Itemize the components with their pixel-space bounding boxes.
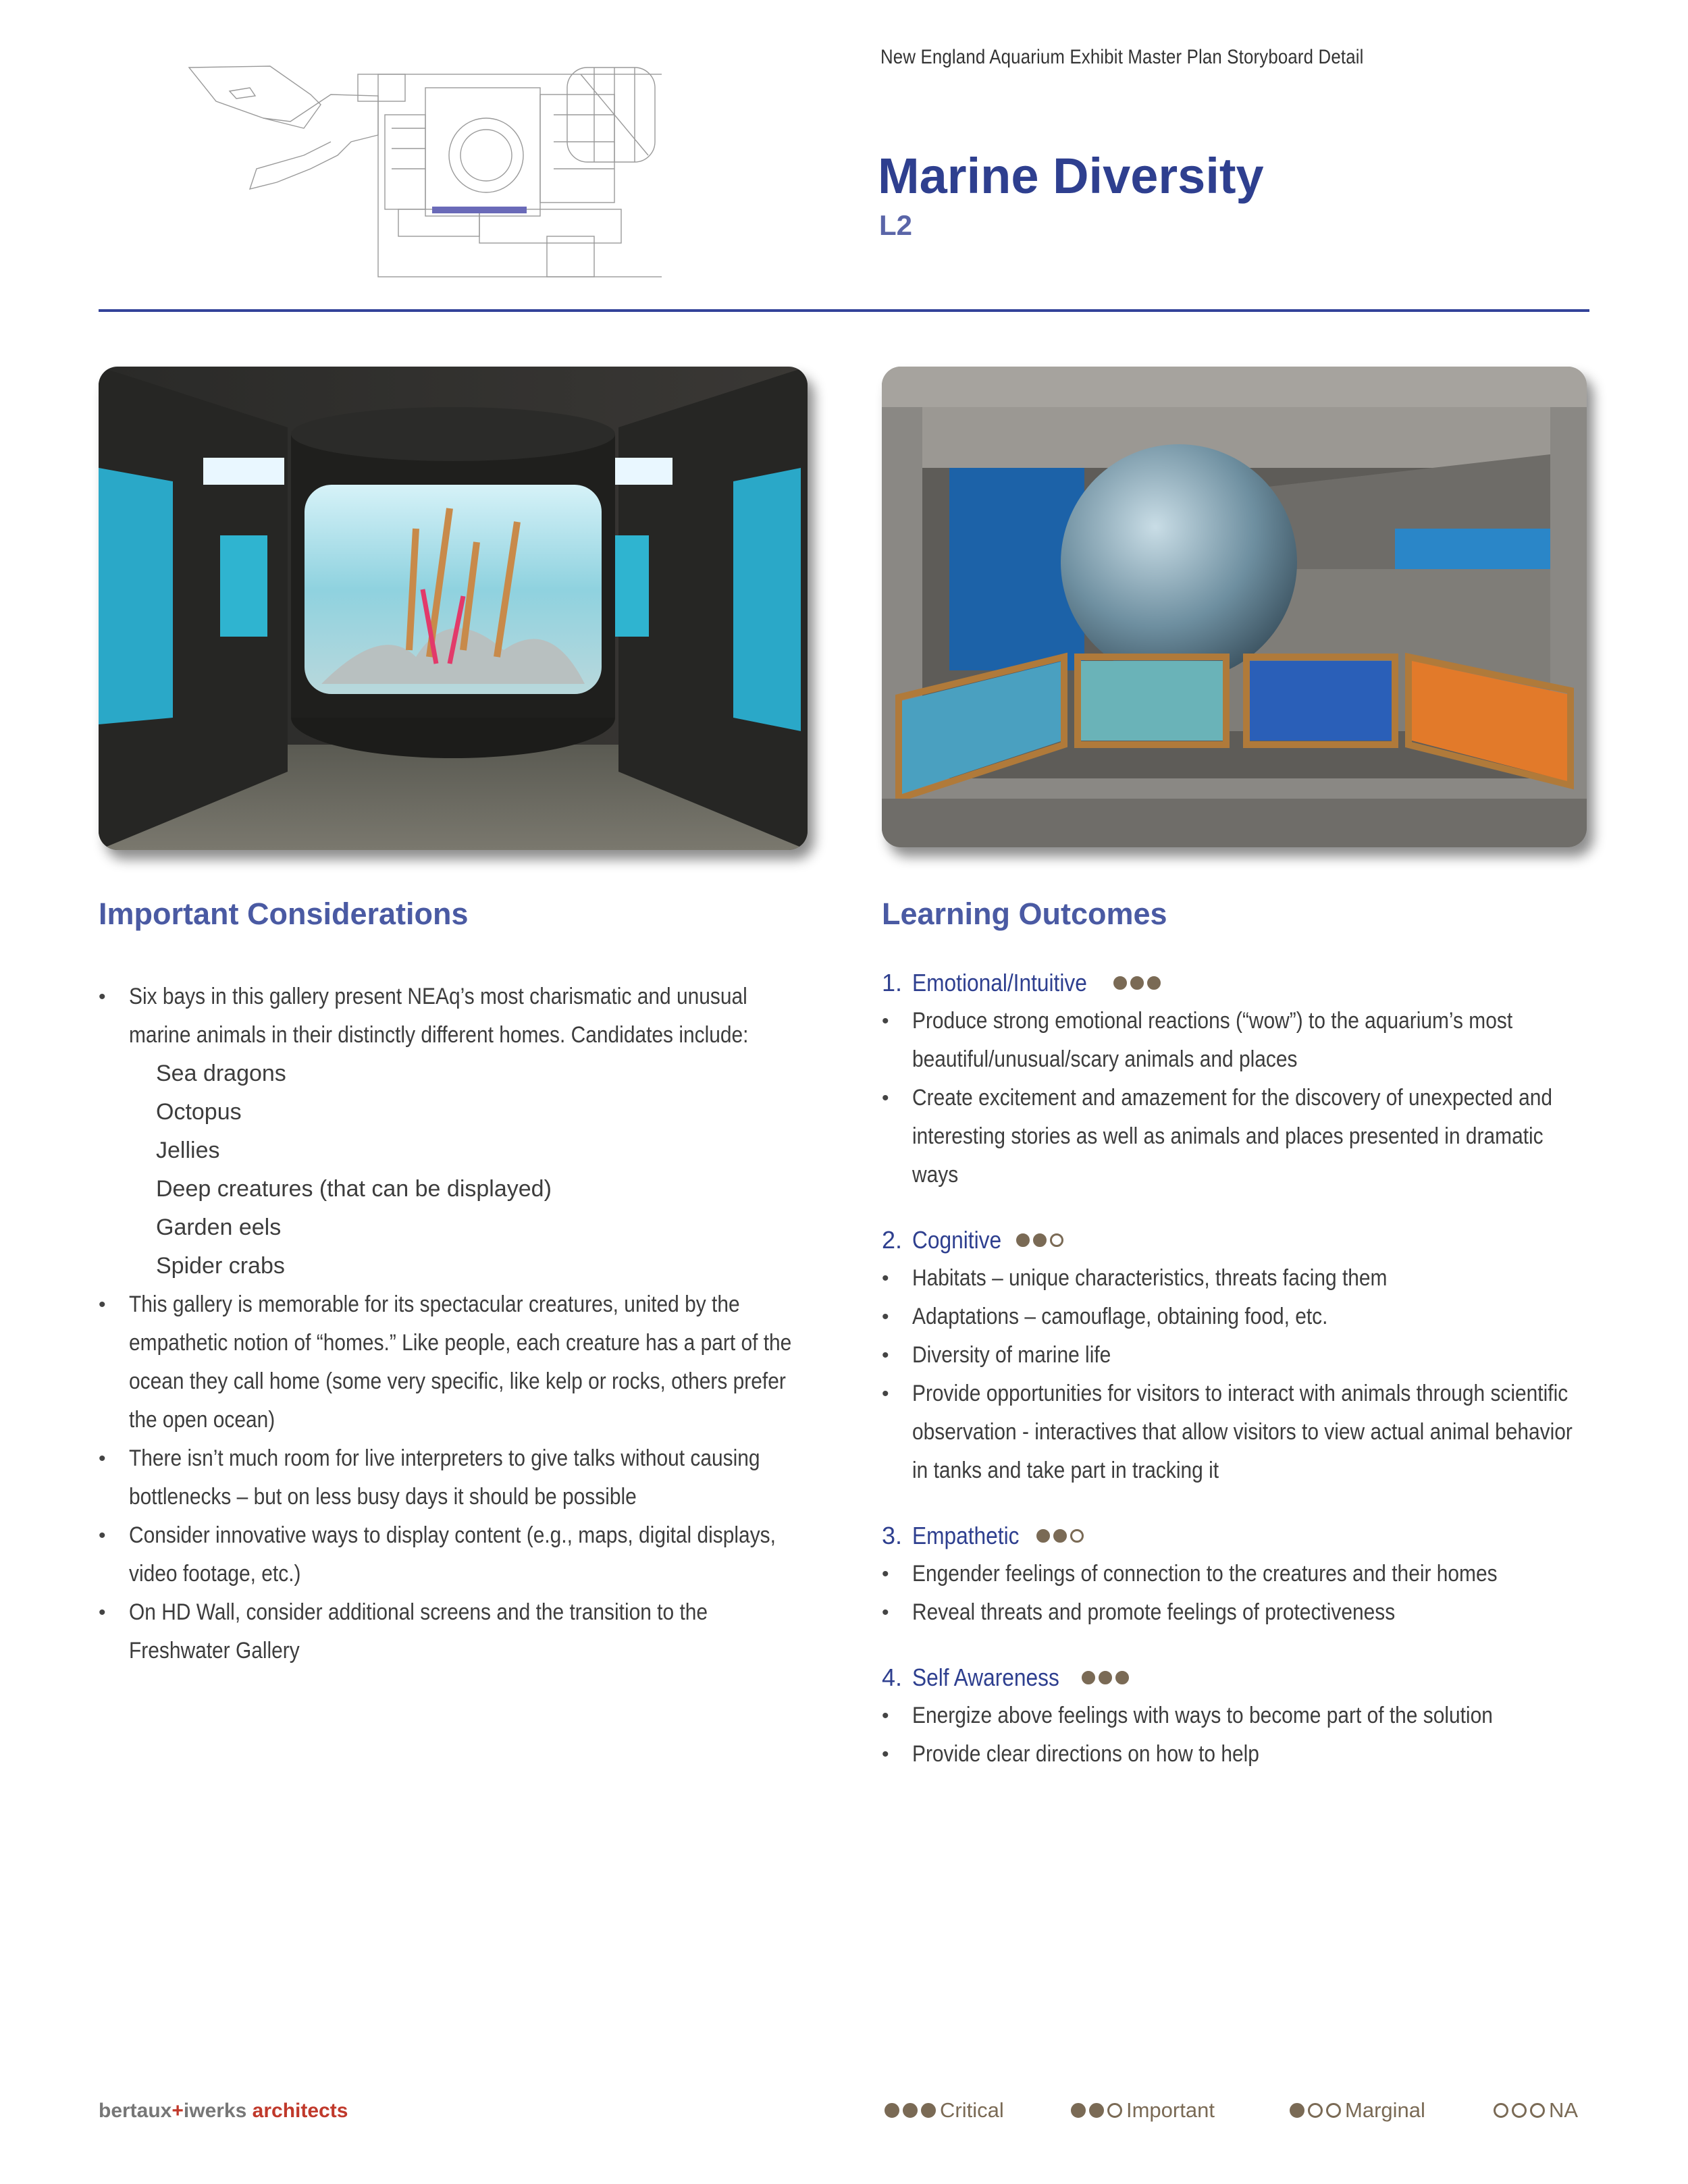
header-divider [99, 309, 1589, 312]
candidate-item: Garden eels [156, 1215, 282, 1240]
photo-globe-exhibit [882, 367, 1587, 847]
outcome-number: 4. [882, 1663, 903, 1691]
outcome-text: Provide clear directions on how to help [912, 1741, 1259, 1767]
outcome-cognitive [882, 1221, 1598, 1490]
rating-dot-icon [1130, 976, 1144, 990]
legend-label: Critical [940, 2098, 1004, 2122]
list-item [882, 1735, 1598, 1774]
consideration-text: There isn’t much room for live interpreters to give talks without causing bottlenecks – but on less busy days it should be possible [129, 1445, 760, 1510]
outcome-bullets [882, 1555, 1598, 1632]
list-item [99, 1439, 814, 1516]
rating-dot-icon [1512, 2103, 1527, 2118]
list-item [882, 1697, 1598, 1735]
logo-text-architects: architects [246, 2100, 348, 2122]
list-item [882, 1079, 1598, 1194]
rating-dot-icon [1071, 2103, 1086, 2118]
outcome-title [882, 964, 1598, 1002]
outcome-text: Adaptations – camouflage, obtaining food, etc. [912, 1304, 1328, 1329]
candidate-item: Jellies [156, 1138, 220, 1163]
rating-dot-icon [1147, 976, 1161, 990]
list-item [99, 978, 814, 1285]
rating-legend [882, 2098, 1578, 2123]
rating-dots [1082, 1671, 1129, 1684]
rating-dot-icon [921, 2103, 936, 2118]
rating-dot-icon [1113, 976, 1127, 990]
firm-logo [99, 2100, 348, 2123]
consideration-text: On HD Wall, consider additional screens and the transition to the Freshwater Gallery [129, 1599, 708, 1663]
rating-dot-icon [1036, 1529, 1050, 1543]
outcome-name: Self Awareness [912, 1663, 1059, 1691]
outcome-name: Emotional/Intuitive [912, 969, 1087, 996]
rating-dot-icon [885, 2103, 899, 2118]
outcome-text: Habitats – unique characteristics, threats facing them [912, 1265, 1388, 1291]
rating-dots [1113, 976, 1161, 990]
list-item [882, 1298, 1598, 1336]
outcome-number: 1. [882, 969, 903, 996]
candidate-item: Octopus [156, 1099, 242, 1125]
rating-dots [1016, 1233, 1063, 1247]
legend-label: NA [1549, 2098, 1579, 2122]
rating-dot-icon [1494, 2103, 1508, 2118]
legend-important [1068, 2098, 1287, 2123]
rating-dot-icon [1082, 1671, 1095, 1684]
legend-label: Marginal [1345, 2098, 1425, 2122]
outcome-self-awareness [882, 1659, 1598, 1774]
floor-plan-thumbnail [176, 54, 662, 284]
considerations-list [99, 978, 814, 1670]
outcome-bullets [882, 1259, 1598, 1490]
list-item [99, 1593, 814, 1670]
document-title: New England Aquarium Exhibit Master Plan Storyboard Detail [880, 46, 1364, 68]
rating-dot-icon [1290, 2103, 1304, 2118]
consideration-text: Six bays in this gallery present NEAq’s most charismatic and unusual marine animals in their distinctly different homes. Candidates include: [129, 984, 749, 1048]
list-item [99, 1285, 814, 1439]
outcome-title [882, 1221, 1598, 1259]
rating-dot-icon [1326, 2103, 1341, 2118]
rating-dot-icon [1099, 1671, 1112, 1684]
candidate-item: Sea dragons [156, 1061, 286, 1086]
list-item [99, 1516, 814, 1593]
list-item [882, 1593, 1598, 1632]
outcome-text: Diversity of marine life [912, 1342, 1111, 1368]
candidate-item: Spider crabs [156, 1253, 285, 1279]
outcome-bullets [882, 1002, 1598, 1194]
outcome-text: Produce strong emotional reactions (“wow”) to the aquarium’s most beautiful/unusual/scary animals and places [912, 1008, 1513, 1072]
outcome-text: Provide opportunities for visitors to interact with animals through scientific observation - interactives that allow visitors to view actual animal behavior in tanks and take part in tracking it [912, 1381, 1573, 1483]
page-title: Marine Diversity [878, 148, 1264, 204]
rating-dot-icon [1089, 2103, 1104, 2118]
legend-critical [882, 2098, 1068, 2123]
legend-na [1491, 2098, 1578, 2123]
legend-marginal [1287, 2098, 1491, 2123]
outcome-text: Engender feelings of connection to the creatures and their homes [912, 1561, 1498, 1587]
outcome-emotional [882, 964, 1598, 1194]
outcome-title [882, 1517, 1598, 1555]
outcome-text: Create excitement and amazement for the discovery of unexpected and interesting stories as well as animals and places presented in dramatic ways [912, 1085, 1553, 1188]
list-item [882, 1002, 1598, 1079]
rating-dots [1036, 1529, 1084, 1543]
rating-dot-icon [1053, 1529, 1067, 1543]
rating-dot-icon [1016, 1233, 1030, 1247]
photo-cylinder-tank-gallery [99, 367, 808, 850]
rating-dot-icon [1033, 1233, 1047, 1247]
list-item [882, 1259, 1598, 1298]
learning-outcomes [882, 964, 1598, 1801]
logo-text-bertaux: bertaux [99, 2100, 172, 2122]
rating-dots [1290, 2103, 1341, 2118]
candidate-item: Deep creatures (that can be displayed) [156, 1176, 552, 1202]
outcome-number: 3. [882, 1522, 903, 1549]
rating-dot-icon [1107, 2103, 1122, 2118]
rating-dots [1071, 2103, 1122, 2118]
considerations-heading: Important Considerations [99, 897, 469, 931]
logo-text-iwerks: iwerks [183, 2100, 247, 2122]
rating-dot-icon [1530, 2103, 1545, 2118]
outcome-name: Empathetic [912, 1522, 1020, 1549]
rating-dots [1494, 2103, 1545, 2118]
rating-dot-icon [903, 2103, 918, 2118]
outcome-text: Energize above feelings with ways to become part of the solution [912, 1703, 1493, 1728]
rating-dot-icon [1070, 1529, 1084, 1543]
consideration-text: This gallery is memorable for its spectacular creatures, united by the empathetic notion of “homes.” Like people, each creature has a part of the ocean they call home (some very specific, like kelp or rocks, others prefer the open ocean) [129, 1291, 792, 1433]
outcomes-heading: Learning Outcomes [882, 897, 1167, 931]
legend-label: Important [1126, 2098, 1215, 2122]
outcome-name: Cognitive [912, 1226, 1002, 1254]
consideration-text: Consider innovative ways to display content (e.g., maps, digital displays, video footage, etc.) [129, 1522, 776, 1587]
rating-dot-icon [1308, 2103, 1323, 2118]
rating-dots [885, 2103, 936, 2118]
logo-plus: + [172, 2100, 184, 2122]
candidate-list [129, 1055, 814, 1285]
outcome-title [882, 1659, 1598, 1697]
level-label: L2 [879, 209, 913, 241]
outcome-empathetic [882, 1517, 1598, 1632]
outcome-number: 2. [882, 1226, 903, 1254]
list-item [882, 1555, 1598, 1593]
rating-dot-icon [1115, 1671, 1129, 1684]
list-item [882, 1375, 1598, 1490]
outcome-bullets [882, 1697, 1598, 1774]
outcome-text: Reveal threats and promote feelings of protectiveness [912, 1599, 1396, 1625]
list-item [882, 1336, 1598, 1375]
rating-dot-icon [1050, 1233, 1063, 1247]
